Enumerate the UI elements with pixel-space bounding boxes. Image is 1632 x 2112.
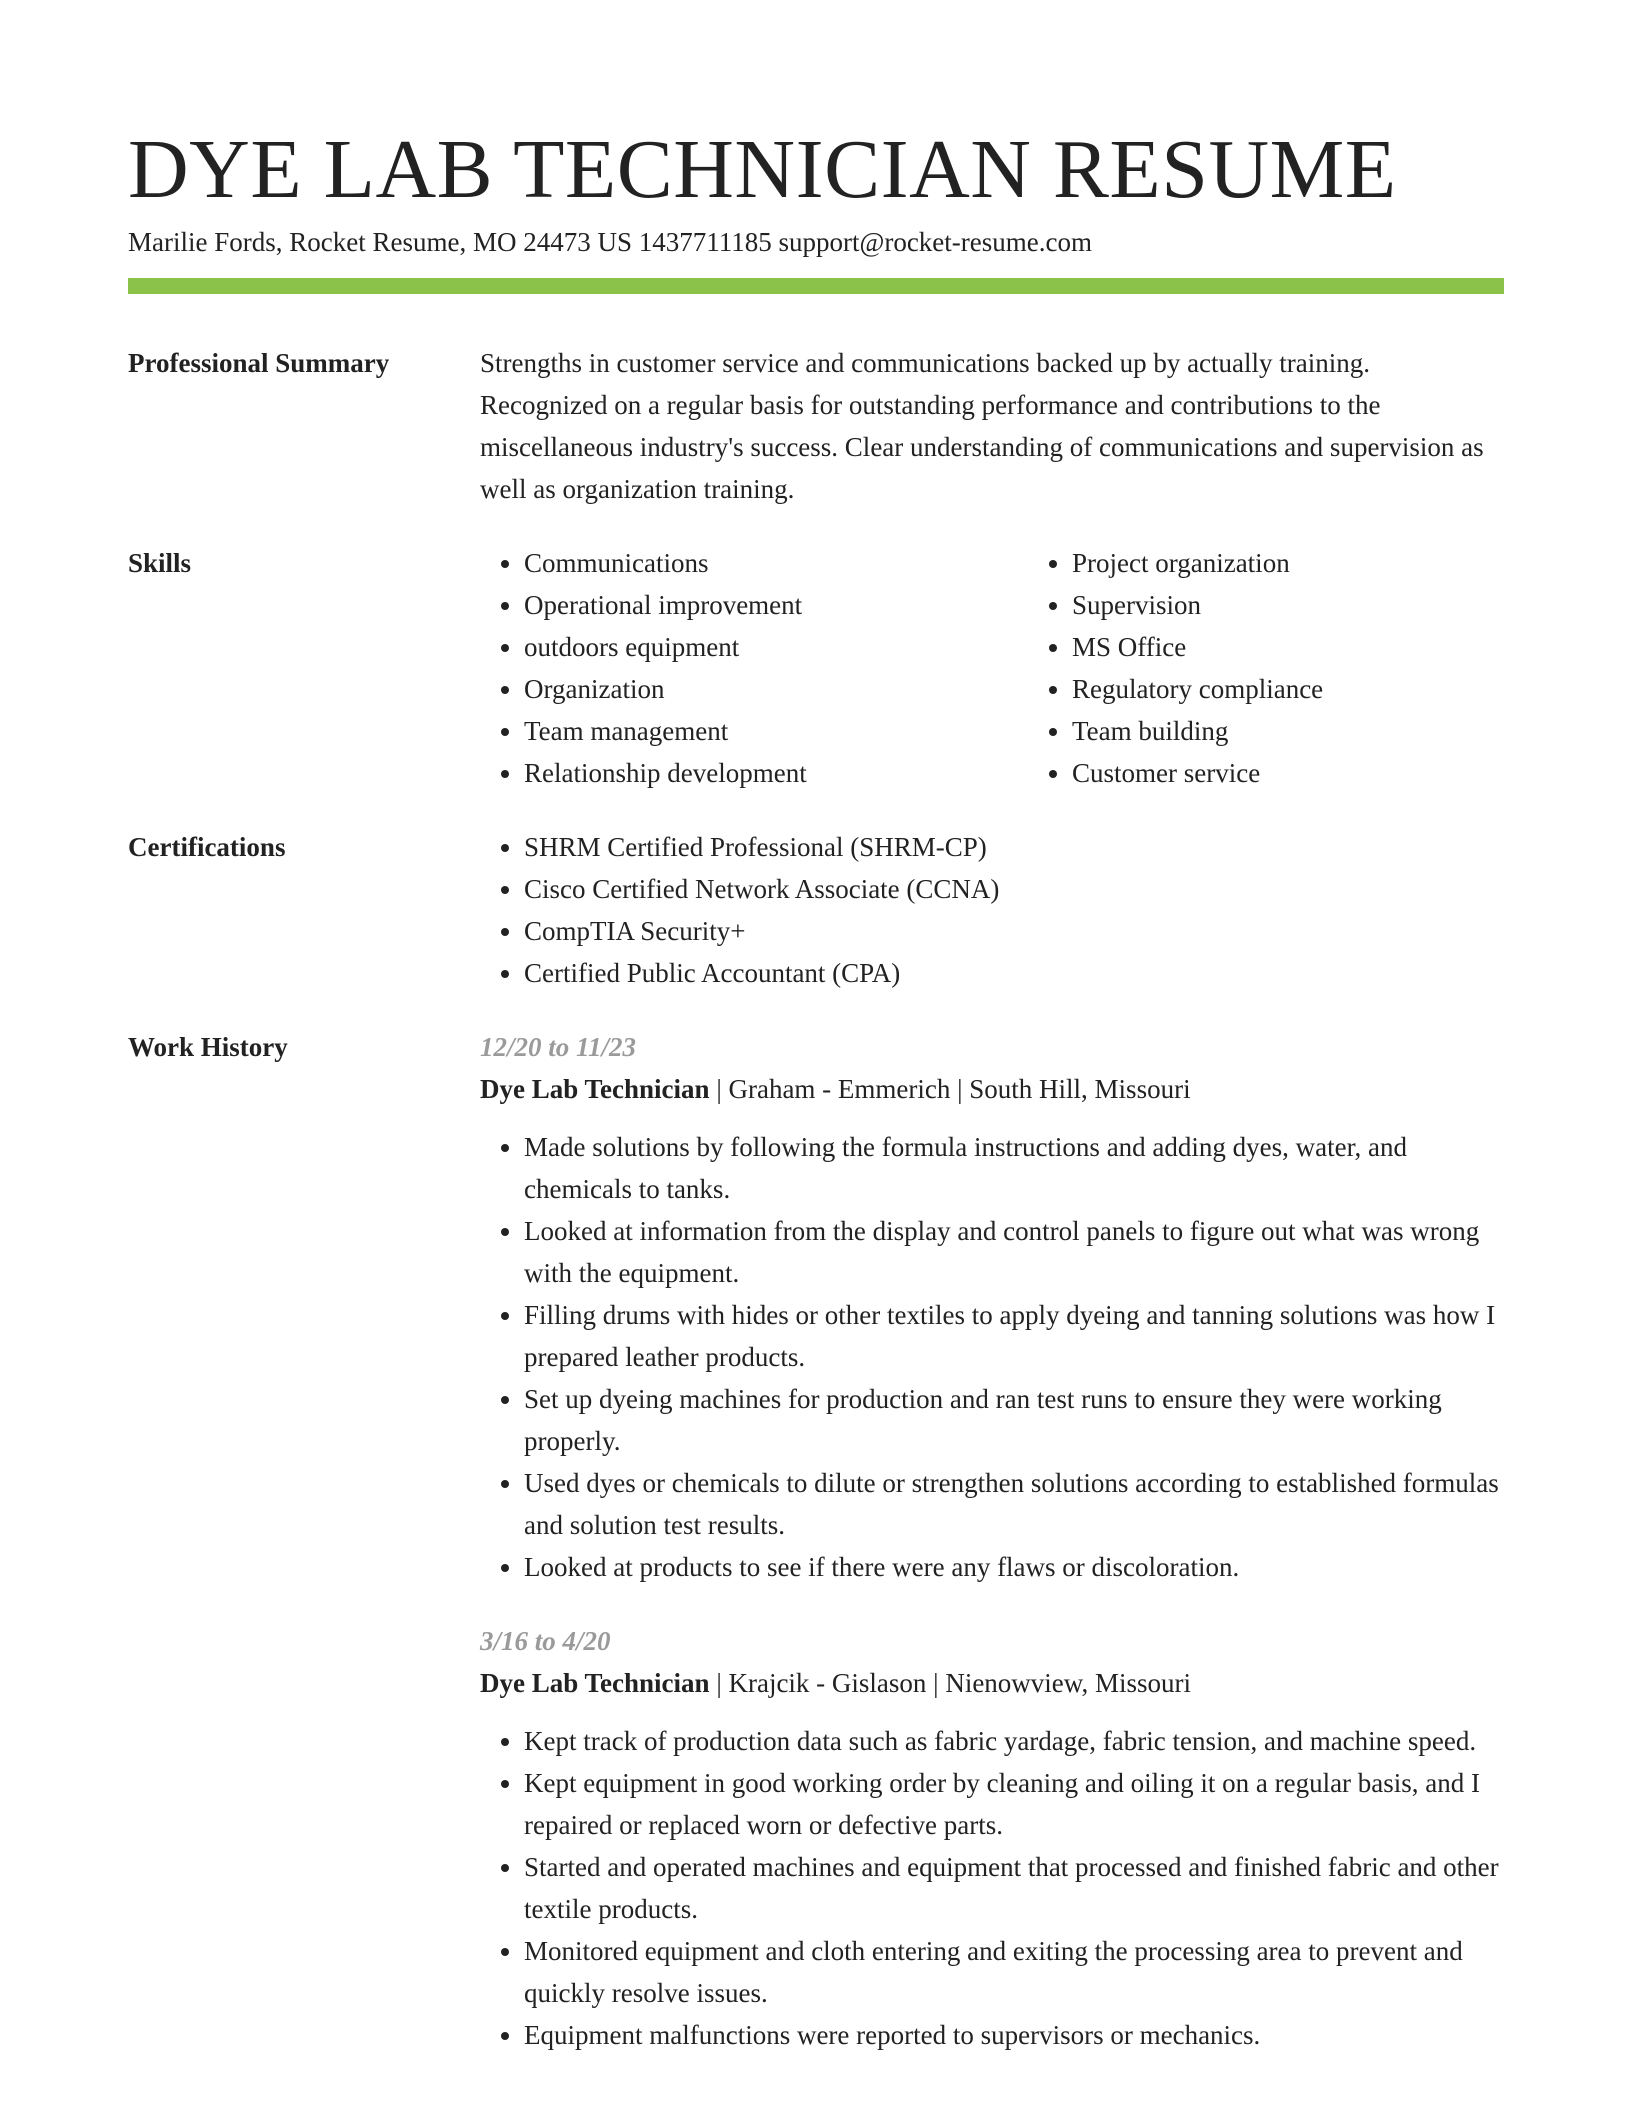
skills-list-left bbox=[480, 542, 1028, 794]
job-bullet: • Kept equipment in good working order by cleaning and oiling it on a regular basis, and I repaired or replaced worn or defective parts. bbox=[524, 1762, 1504, 1846]
job-bullet: • Looked at products to see if there were any flaws or discoloration. bbox=[524, 1546, 1504, 1588]
resume-page bbox=[128, 122, 1504, 2088]
job-title: Dye Lab Technician bbox=[480, 1074, 710, 1104]
job-bullet: • Monitored equipment and cloth entering and exiting the processing area to prevent and quickly resolve issues. bbox=[524, 1930, 1504, 2014]
skill-item: • Regulatory compliance bbox=[1072, 668, 1576, 710]
certifications-section bbox=[128, 826, 1504, 994]
skill-item: • Supervision bbox=[1072, 584, 1576, 626]
section-heading: Professional Summary bbox=[128, 348, 390, 378]
skill-item: • Operational improvement bbox=[524, 584, 1028, 626]
skill-item: • MS Office bbox=[1072, 626, 1576, 668]
skill-item: • Organization bbox=[524, 668, 1028, 710]
job-details: | Krajcik - Gislason | Nienowview, Missouri bbox=[709, 1668, 1192, 1698]
resume-title: DYE LAB TECHNICIAN RESUME bbox=[128, 123, 1397, 216]
contact-line: Marilie Fords, Rocket Resume, MO 24473 US 1437711185 support@rocket-resume.com bbox=[128, 227, 1092, 257]
section-heading: Work History bbox=[128, 1032, 288, 1062]
job-bullets bbox=[480, 1720, 1504, 2056]
job-entry bbox=[480, 1620, 1504, 2056]
job-bullet: • Used dyes or chemicals to dilute or strengthen solutions according to established formulas and solution test results. bbox=[524, 1462, 1504, 1546]
certification-item: • SHRM Certified Professional (SHRM-CP) bbox=[524, 826, 1504, 868]
job-details: | Graham - Emmerich | South Hill, Missouri bbox=[709, 1074, 1191, 1104]
job-title: Dye Lab Technician bbox=[480, 1668, 710, 1698]
certification-item: • Cisco Certified Network Associate (CCNA) bbox=[524, 868, 1504, 910]
skill-item: • outdoors equipment bbox=[524, 626, 1028, 668]
job-bullet: • Set up dyeing machines for production and ran test runs to ensure they were working properly. bbox=[524, 1378, 1504, 1462]
skills-list-right bbox=[1028, 542, 1576, 794]
certification-item: • Certified Public Accountant (CPA) bbox=[524, 952, 1504, 994]
job-bullets bbox=[480, 1126, 1504, 1588]
section-heading: Skills bbox=[128, 548, 192, 578]
certifications-list bbox=[480, 826, 1504, 994]
skill-item: • Communications bbox=[524, 542, 1028, 584]
job-heading bbox=[480, 1662, 1504, 1704]
summary-text: Strengths in customer service and communications backed up by actually training. Recognized on a regular basis for outstanding performance and contributions to the miscellaneous industry's success. Clear understanding of communications and supervision as well as organization training. bbox=[480, 348, 1484, 504]
skill-item: • Relationship development bbox=[524, 752, 1028, 794]
job-bullet: • Filling drums with hides or other textiles to apply dyeing and tanning solutions was how I prepared leather products. bbox=[524, 1294, 1504, 1378]
job-bullet: • Started and operated machines and equipment that processed and finished fabric and other textile products. bbox=[524, 1846, 1504, 1930]
skills-section bbox=[128, 542, 1504, 794]
skill-item: • Customer service bbox=[1072, 752, 1576, 794]
job-bullet: • Made solutions by following the formula instructions and adding dyes, water, and chemicals to tanks. bbox=[524, 1126, 1504, 1210]
job-dates: 12/20 to 11/23 bbox=[480, 1032, 637, 1062]
job-dates: 3/16 to 4/20 bbox=[480, 1626, 611, 1656]
skill-item: • Team management bbox=[524, 710, 1028, 752]
job-bullet: • Kept track of production data such as fabric yardage, fabric tension, and machine speed. bbox=[524, 1720, 1504, 1762]
job-bullet: • Equipment malfunctions were reported to supervisors or mechanics. bbox=[524, 2014, 1504, 2056]
job-bullet: • Looked at information from the display and control panels to figure out what was wrong with the equipment. bbox=[524, 1210, 1504, 1294]
professional-summary-section bbox=[128, 342, 1504, 510]
section-heading: Certifications bbox=[128, 832, 286, 862]
accent-divider bbox=[128, 278, 1504, 294]
certification-item: • CompTIA Security+ bbox=[524, 910, 1504, 952]
job-heading bbox=[480, 1068, 1504, 1110]
work-history-section bbox=[128, 1026, 1504, 2088]
skill-item: • Project organization bbox=[1072, 542, 1576, 584]
skill-item: • Team building bbox=[1072, 710, 1576, 752]
job-entry bbox=[480, 1026, 1504, 1588]
